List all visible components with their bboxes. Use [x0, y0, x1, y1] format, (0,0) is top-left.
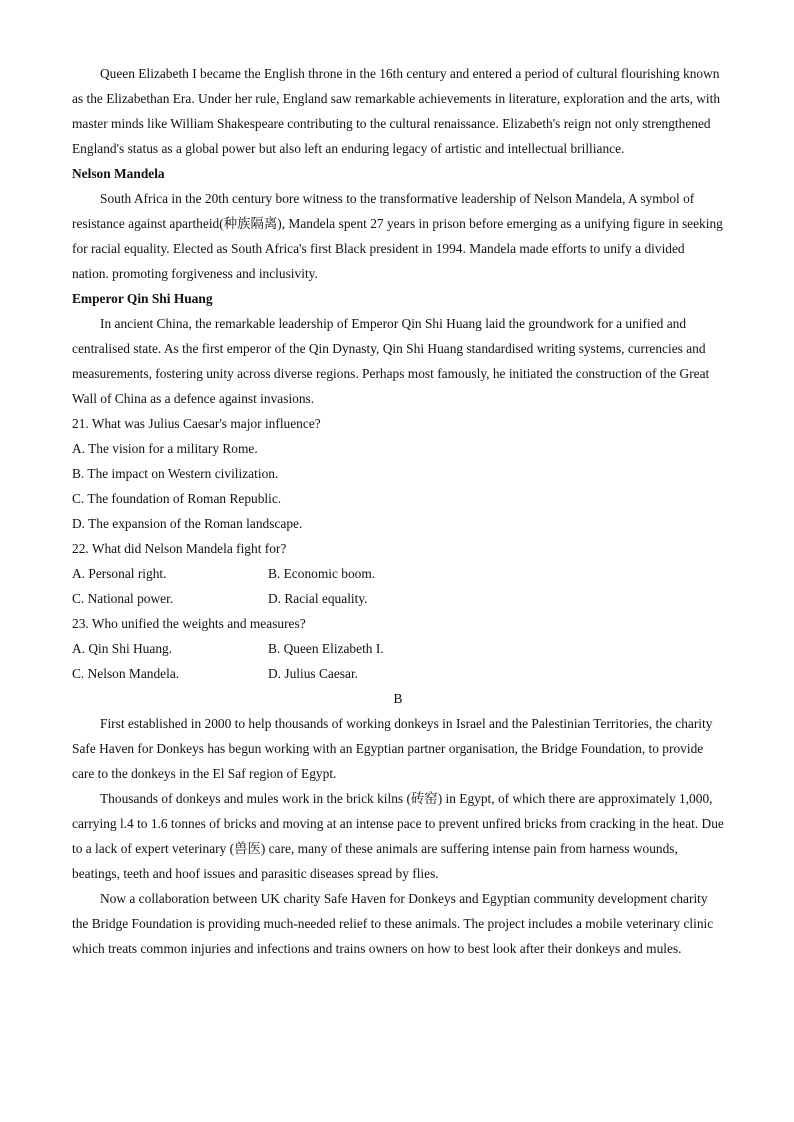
question-21-option-a: A. The vision for a military Rome. — [72, 441, 258, 456]
question-23-option-a: A. Qin Shi Huang. — [72, 641, 173, 656]
document-page — [72, 61, 724, 961]
question-23 — [72, 611, 724, 686]
question-23-option-d: D. Julius Caesar. — [268, 666, 359, 681]
question-23-option-c: C. Nelson Mandela. — [72, 666, 180, 681]
question-23-options-row-1 — [72, 636, 724, 661]
question-21-option-c: C. The foundation of Roman Republic. — [72, 491, 282, 506]
question-21-option-d: D. The expansion of the Roman landscape. — [72, 516, 303, 531]
question-22-option-a: A. Personal right. — [72, 566, 167, 581]
question-22-stem: 22. What did Nelson Mandela fight for? — [72, 541, 287, 556]
passage-b-paragraph-3: Now a collaboration between UK charity Safe Haven for Donkeys and Egyptian community development charity the Bridge Foundation is providing much-needed relief to these animals. The project includes a mobile veterinary clinic which treats common injuries and infections and trains owners on how to best look after their donkeys and mules. — [72, 891, 714, 956]
passage-b-paragraph-1: First established in 2000 to help thousands of working donkeys in Israel and the Palestinian Territories, the charity Safe Haven for Donkeys has begun working with an Egyptian partner organisation, the Bridge Foundation, to provide care to the donkeys in the El Saf region of Egypt. — [72, 716, 713, 781]
passage-b-paragraph-2: Thousands of donkeys and mules work in the brick kilns (砖窑) in Egypt, of which there are approximately 1,000, carrying l.4 to 1.6 tonnes of bricks and moving at an intense pace to prevent unfired bricks from cracking in the heat. Due to a lack of expert veterinary (兽医) care, many of these animals are suffering intense pain from harness wounds, beatings, teeth and hoof issues and parasitic diseases spread by flies. — [72, 791, 724, 881]
question-22-options-row-2 — [72, 586, 724, 611]
question-23-options-row-2 — [72, 661, 724, 686]
question-22-option-c: C. National power. — [72, 591, 174, 606]
question-23-stem: 23. Who unified the weights and measures? — [72, 616, 306, 631]
mandela-heading: Nelson Mandela — [72, 166, 165, 181]
mandela-paragraph: South Africa in the 20th century bore witness to the transformative leadership of Nelson Mandela, A symbol of resistance against apartheid(种族隔离), Mandela spent 27 years in prison before emerging as a unifying figure in seeking for racial equality. Elected as South Africa's first Black president in 1994. Mandela made efforts to unify a divided nation. promoting forgiveness and inclusivity. — [72, 191, 723, 281]
question-22-option-d: D. Racial equality. — [268, 591, 368, 606]
question-23-option-b: B. Queen Elizabeth I. — [268, 641, 384, 656]
elizabeth-paragraph: Queen Elizabeth I became the English throne in the 16th century and entered a period of cultural flourishing known as the Elizabethan Era. Under her rule, England saw remarkable achievements in literature, exploration and the arts, with master minds like William Shakespeare contributing to the cultural renaissance. Elizabeth's reign not only strengthened England's status as a global power but also left an enduring legacy of artistic and intellectual brilliance. — [72, 66, 721, 156]
question-22-options-row-1 — [72, 561, 724, 586]
question-22-option-b: B. Economic boom. — [268, 566, 376, 581]
question-22 — [72, 536, 724, 611]
qin-heading: Emperor Qin Shi Huang — [72, 291, 213, 306]
question-21-option-b: B. The impact on Western civilization. — [72, 466, 279, 481]
question-21 — [72, 411, 724, 536]
section-b-label: B — [393, 691, 403, 706]
qin-paragraph: In ancient China, the remarkable leadership of Emperor Qin Shi Huang laid the groundwork for a unified and centralised state. As the first emperor of the Qin Dynasty, Qin Shi Huang standardised writing systems, currencies and measurements, fostering unity across diverse regions. Perhaps most famously, he initiated the construction of the Great Wall of China as a defence against invasions. — [72, 316, 710, 406]
question-21-stem: 21. What was Julius Caesar's major influence? — [72, 416, 321, 431]
